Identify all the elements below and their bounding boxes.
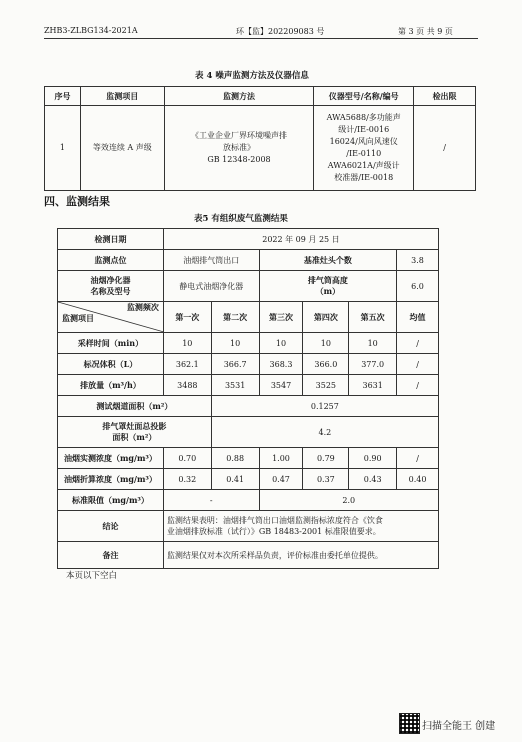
page-number: 第 3 页 共 9 页 (398, 27, 453, 36)
cell: 0.32 (163, 469, 211, 490)
row-label: 排放量（m³/h） (58, 375, 164, 396)
cell: 0.47 (259, 469, 303, 490)
purifier-value: 静电式油烟净化器 (163, 271, 259, 302)
cell: 0.37 (303, 469, 349, 490)
table-row (58, 417, 439, 448)
doc-code: ZHB3-ZLBG134-2021A (44, 26, 138, 35)
row-label: 采样时间（min） (58, 333, 164, 354)
flue-area-label: 测试烟道面积（m²） (58, 396, 212, 417)
stove-label: 基准灶头个数 (259, 250, 397, 271)
table-row (58, 396, 439, 417)
height-label-line: 排气筒高度 (307, 275, 348, 285)
table4-caption: 表 4 噪声监测方法及仪器信息 (195, 71, 309, 81)
cell: 368.3 (259, 354, 303, 375)
remark-label: 备注 (58, 542, 164, 569)
instrument-line: /IE-0110 (346, 149, 382, 158)
col-no: 序号 (45, 87, 81, 106)
cell: 10 (259, 333, 303, 354)
method-line: 《工业企业厂界环境噪声排 (190, 131, 287, 140)
cell: 0.90 (349, 448, 397, 469)
limit-left: - (163, 490, 259, 511)
table4-header-row (45, 87, 476, 106)
blank-below-note: 本页以下空白 (66, 571, 118, 581)
purifier-label-line: 名称及型号 (90, 286, 131, 296)
height-label-line: （m） (315, 286, 341, 296)
col-3rd: 第三次 (259, 302, 303, 333)
instrument-line: AWA5688/多功能声 (326, 113, 401, 122)
frequency-label: 监测频次 (126, 302, 159, 312)
cell: 3631 (349, 375, 397, 396)
conclusion-value (163, 511, 438, 542)
row-method (164, 106, 314, 191)
table-row (58, 250, 439, 271)
cell: 0.40 (397, 469, 439, 490)
table-row (58, 375, 439, 396)
conclusion-label: 结论 (58, 511, 164, 542)
cell: 3531 (211, 375, 259, 396)
cell: / (397, 448, 439, 469)
col-1st: 第一次 (163, 302, 211, 333)
table-row (45, 106, 476, 191)
cell: 10 (349, 333, 397, 354)
section-title: 四、监测结果 (44, 195, 110, 208)
hood-label-line: 面积（m²） (112, 432, 157, 442)
row-instrument (314, 106, 414, 191)
instrument-line: 级计/IE-0016 (338, 125, 390, 134)
limit-value: 2.0 (259, 490, 438, 511)
exhaust-results-table (57, 228, 439, 569)
remark-value: 监测结果仅对本次所采样品负责，评价标准由委托单位提供。 (163, 542, 438, 569)
table-row (58, 511, 439, 542)
col-limit: 检出限 (414, 87, 476, 106)
row-label: 标况体积（L） (58, 354, 164, 375)
cell: 366.7 (211, 354, 259, 375)
col-5th: 第五次 (349, 302, 397, 333)
limit-label: 标准限值（mg/m³） (58, 490, 164, 511)
cell: 0.79 (303, 448, 349, 469)
table-row (58, 354, 439, 375)
row-label: 油烟实测浓度（mg/m³） (58, 448, 164, 469)
cell: 10 (303, 333, 349, 354)
cell: 3525 (303, 375, 349, 396)
cell: 0.43 (349, 469, 397, 490)
col-4th: 第四次 (303, 302, 349, 333)
hood-area-value: 4.2 (211, 417, 438, 448)
table-row (58, 271, 439, 302)
flue-area-value: 0.1257 (211, 396, 438, 417)
noise-method-table (44, 86, 476, 191)
instrument-line: AWA6021A/声级计 (327, 161, 400, 170)
cell: 3547 (259, 375, 303, 396)
cell: 0.88 (211, 448, 259, 469)
table-row (58, 333, 439, 354)
table-row (58, 490, 439, 511)
col-method: 监测方法 (164, 87, 314, 106)
scanner-watermark: 扫描全能王 创建 (422, 721, 496, 732)
instrument-line: 16024/风向风速仪 (329, 137, 398, 146)
hood-label-line: 排气罩灶面总投影 (102, 421, 167, 431)
cell: 0.41 (211, 469, 259, 490)
frequency-item-corner (58, 302, 164, 333)
cell: 377.0 (349, 354, 397, 375)
table-row (58, 448, 439, 469)
stove-value: 3.8 (397, 250, 439, 271)
purifier-label (58, 271, 164, 302)
cell: 362.1 (163, 354, 211, 375)
qr-code-icon (399, 713, 420, 734)
diagonal-line (58, 302, 164, 332)
cell: / (397, 375, 439, 396)
table5-caption: 表5 有组织废气监测结果 (194, 214, 288, 224)
cell: / (397, 333, 439, 354)
cell: 3488 (163, 375, 211, 396)
method-line: GB 12348-2008 (207, 155, 271, 164)
table-row (58, 229, 439, 250)
hood-area-label (58, 417, 212, 448)
method-line: 放标准》 (222, 143, 255, 152)
col-mean: 均值 (397, 302, 439, 333)
date-value: 2022 年 09 月 25 日 (163, 229, 438, 250)
point-value: 油烟排气筒出口 (163, 250, 259, 271)
col-2nd: 第二次 (211, 302, 259, 333)
conclusion-line: 业油烟排放标准（试行）》GB 18483-2001 标准限值要求。 (166, 527, 381, 536)
table-row (58, 542, 439, 569)
report-number: 环【监】202209083 号 (236, 27, 325, 36)
purifier-label-line: 油烟净化器 (90, 275, 131, 285)
height-label (259, 271, 397, 302)
table-row (58, 302, 439, 333)
col-item: 监测项目 (80, 87, 164, 106)
conclusion-line: 监测结果表明：油烟排气筒出口油烟监测指标浓度符合《饮食 (166, 516, 383, 525)
height-value: 6.0 (397, 271, 439, 302)
cell: 0.70 (163, 448, 211, 469)
cell: 1.00 (259, 448, 303, 469)
table-row (58, 469, 439, 490)
cell: 366.0 (303, 354, 349, 375)
item-label: 监测项目 (62, 313, 94, 323)
instrument-line: 校准器/IE-0018 (334, 173, 394, 182)
row-label: 油烟折算浓度（mg/m³） (58, 469, 164, 490)
row-no: 1 (45, 106, 81, 191)
date-label: 检测日期 (58, 229, 164, 250)
row-item: 等效连续 A 声级 (80, 106, 164, 191)
header-rule (44, 38, 478, 39)
cell: 10 (211, 333, 259, 354)
point-label: 监测点位 (58, 250, 164, 271)
col-instrument: 仪器型号/名称/编号 (314, 87, 414, 106)
cell: / (397, 354, 439, 375)
row-limit: / (414, 106, 476, 191)
cell: 10 (163, 333, 211, 354)
